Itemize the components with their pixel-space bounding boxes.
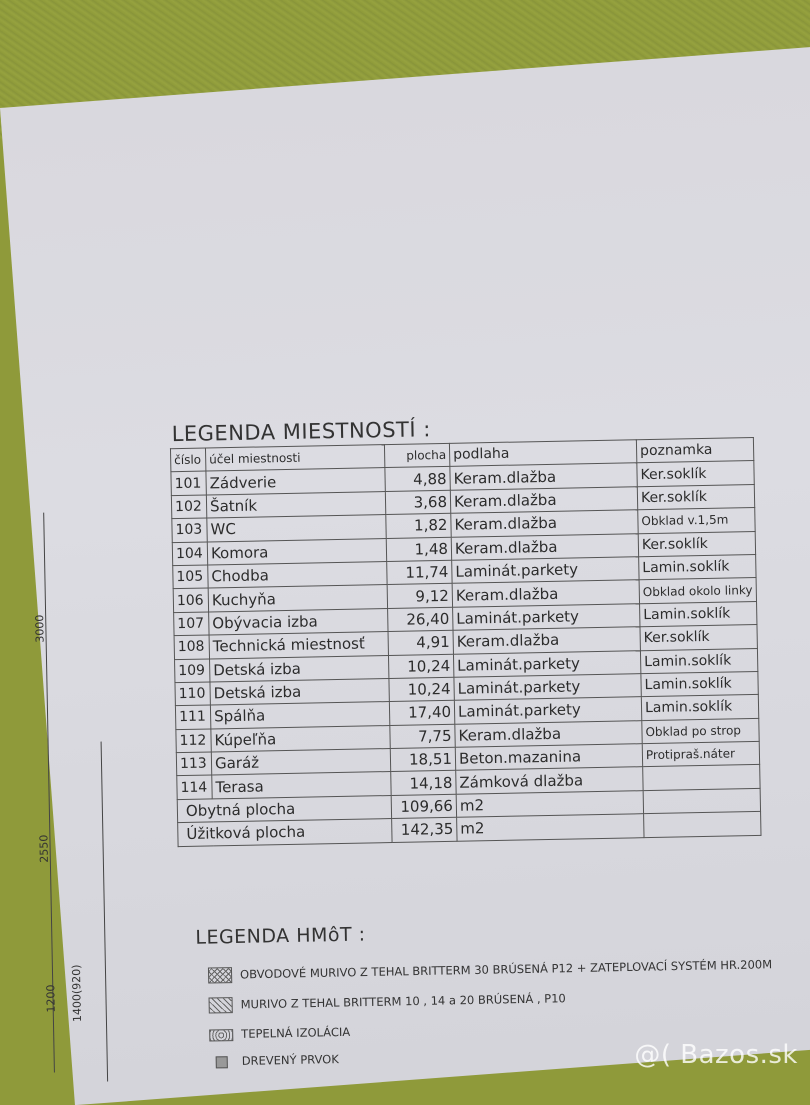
room-area: 1,82 <box>386 513 451 538</box>
room-number: 111 <box>175 705 210 729</box>
room-note: Lamin.soklík <box>641 695 758 721</box>
room-name: WC <box>207 515 386 542</box>
room-area: 7,75 <box>390 724 455 749</box>
room-number: 107 <box>174 612 209 636</box>
summary-value: 142,35 <box>392 818 457 843</box>
dimension-1200: 1200 <box>44 984 58 1013</box>
wood-swatch-icon <box>216 1056 228 1068</box>
room-area: 3,68 <box>385 490 450 515</box>
room-name: Komora <box>207 538 386 565</box>
material-item <box>210 1052 339 1068</box>
room-floor: Keram.dlažba <box>452 580 639 607</box>
room-name: Obývacia izba <box>209 608 388 635</box>
room-area: 26,40 <box>388 607 453 632</box>
room-name: Spálňa <box>210 702 389 729</box>
room-note: Obklad v.1,5m <box>638 508 755 534</box>
room-note: Ker.soklík <box>638 531 755 557</box>
room-note: Lamin.soklík <box>641 671 758 697</box>
room-name: Garáž <box>211 749 390 776</box>
room-number: 105 <box>173 565 208 589</box>
header-floor: podlaha <box>449 440 636 467</box>
room-number: 114 <box>177 775 212 799</box>
dimension-2550: 2550 <box>37 834 51 863</box>
room-name: Kuchyňa <box>208 585 387 612</box>
room-note: Ker.soklík <box>637 484 754 510</box>
room-number: 106 <box>173 588 208 612</box>
summary-empty <box>644 812 761 838</box>
room-name: Chodba <box>208 562 387 589</box>
room-name: Šatník <box>206 491 385 518</box>
room-floor: Keram.dlažba <box>451 533 638 560</box>
room-area: 4,91 <box>388 630 453 655</box>
material-label: TEPELNÁ IZOLÁCIA <box>241 1024 351 1041</box>
material-item <box>209 1025 350 1042</box>
room-floor: Keram.dlažba <box>455 720 642 747</box>
material-item <box>209 991 566 1014</box>
room-floor: Keram.dlažba <box>451 510 638 537</box>
room-number: 102 <box>171 495 206 519</box>
room-note: Ker.soklík <box>640 625 757 651</box>
material-label: MURIVO Z TEHAL BRITTERM 10 , 14 a 20 BRÚSENÁ , P10 <box>240 991 566 1012</box>
room-name: Technická miestnosť <box>209 632 388 659</box>
summary-label: Úžitková plocha <box>178 819 392 846</box>
watermark-logo: @( Bazos.sk <box>634 1040 798 1070</box>
room-name: Detská izba <box>210 655 389 682</box>
room-floor: Laminát.parkety <box>453 650 640 677</box>
room-area: 9,12 <box>387 584 452 609</box>
room-note <box>643 765 760 791</box>
room-floor: Laminát.parkety <box>453 603 640 630</box>
room-note: Obklad okolo linky <box>639 578 756 604</box>
room-note: Ker.soklík <box>637 461 754 487</box>
cross-hatch-swatch-icon <box>208 967 232 983</box>
room-area: 18,51 <box>390 747 455 772</box>
room-floor: Laminát.parkety <box>452 557 639 584</box>
room-number: 113 <box>176 752 211 776</box>
room-note: Lamin.soklík <box>640 648 757 674</box>
room-name: Detská izba <box>210 678 389 705</box>
room-name: Terasa <box>212 772 391 799</box>
summary-unit: m2 <box>457 814 644 841</box>
room-note: Obklad po strop <box>642 718 759 744</box>
legend-rooms-title: LEGENDA MIESTNOSTÍ : <box>171 417 432 447</box>
room-area: 10,24 <box>388 654 453 679</box>
room-area: 11,74 <box>387 560 452 585</box>
material-label: DREVENÝ PRVOK <box>241 1052 339 1068</box>
summary-label: Obytná plocha <box>177 795 391 822</box>
room-number: 108 <box>174 635 209 659</box>
room-note: Protipraš.náter <box>642 742 759 768</box>
dimension-line <box>101 742 109 1082</box>
material-label: OBVODOVÉ MURIVO Z TEHAL BRITTERM 30 BRÚSENÁ P12 + ZATEPLOVACÍ SYSTÉM HR.200M <box>239 957 773 982</box>
legend-materials-title: LEGENDA HMôT : <box>195 923 366 949</box>
header-name: účel miestnosti <box>205 445 384 472</box>
rooms-table <box>170 437 761 847</box>
room-floor: Keram.dlažba <box>453 627 640 654</box>
material-item <box>208 957 772 984</box>
room-area: 10,24 <box>389 677 454 702</box>
room-area: 17,40 <box>389 701 454 726</box>
header-area: plocha <box>384 443 449 468</box>
room-floor: Keram.dlažba <box>450 463 637 490</box>
room-floor: Laminát.parkety <box>454 674 641 701</box>
header-number: číslo <box>170 448 205 472</box>
room-number: 103 <box>172 518 207 542</box>
room-number: 104 <box>172 542 207 566</box>
room-floor: Keram.dlažba <box>450 487 637 514</box>
room-note: Lamin.soklík <box>640 601 757 627</box>
room-name: Zádverie <box>206 468 385 495</box>
room-area: 4,88 <box>385 467 450 492</box>
header-note: poznamka <box>636 437 753 463</box>
room-note: Lamin.soklík <box>639 554 756 580</box>
room-floor: Beton.mazanina <box>455 744 642 771</box>
room-number: 109 <box>175 658 210 682</box>
room-number: 112 <box>176 729 211 753</box>
room-floor: Zámková dlažba <box>456 767 643 794</box>
room-number: 101 <box>171 471 206 495</box>
summary-value: 109,66 <box>391 794 456 819</box>
room-floor: Laminát.parkety <box>454 697 641 724</box>
insulation-swatch-icon <box>209 1029 233 1041</box>
dimension-1400: 1400(920) <box>69 964 84 1023</box>
room-name: Kúpeľňa <box>211 725 390 752</box>
summary-empty <box>643 788 760 814</box>
room-area: 14,18 <box>391 771 456 796</box>
summary-unit: m2 <box>456 791 643 818</box>
hatch-swatch-icon <box>209 997 233 1013</box>
room-number: 110 <box>175 682 210 706</box>
dimension-3000: 3000 <box>33 614 47 643</box>
room-area: 1,48 <box>386 537 451 562</box>
